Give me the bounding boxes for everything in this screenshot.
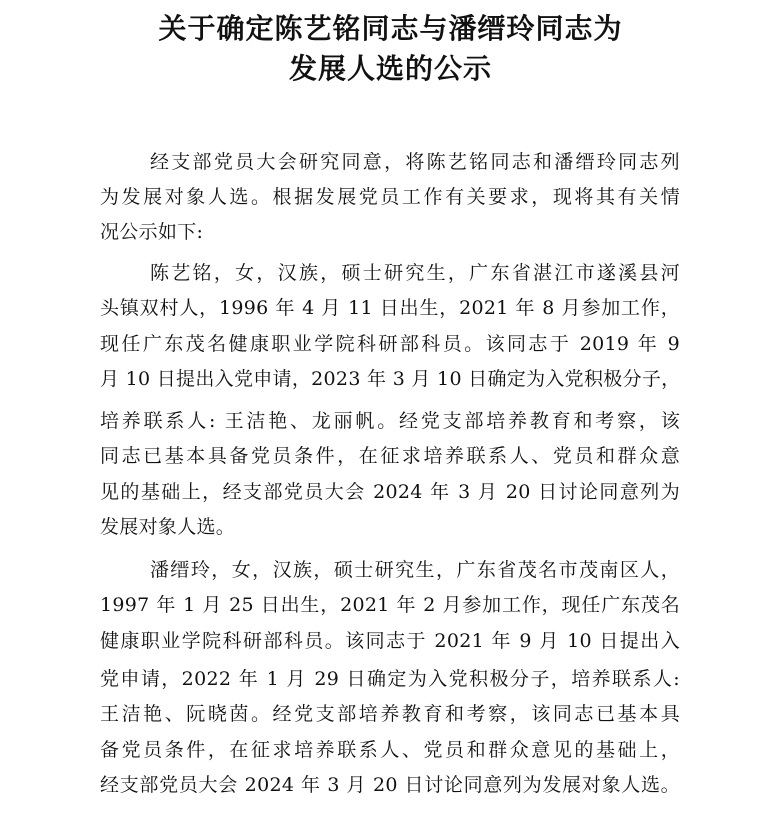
- candidate2-line: 经支部党员大会 2024 年 3 月 20 日讨论同意列为发展对象人选。: [100, 774, 680, 796]
- candidate2-line: 党申请，2022 年 1 月 29 日确定为入党积极分子，培养联系人:: [100, 668, 680, 690]
- document-title-line-2: 发展人选的公示: [288, 52, 492, 85]
- candidate2-line: 王洁艳、阮晓茵。经党支部培养教育和考察，该同志已基本具: [100, 703, 680, 725]
- candidate1-line: 同志已基本具备党员条件，在征求培养联系人、党员和群众意: [100, 445, 680, 467]
- document-title-line-1: 关于确定陈艺铭同志与潘缙玲同志为: [158, 12, 623, 45]
- candidate2-line: 潘缙玲，女，汉族，硕士研究生，广东省茂名市茂南区人，: [150, 559, 680, 581]
- intro-line: 经支部党员大会研究同意，将陈艺铭同志和潘缙玲同志列: [150, 151, 680, 173]
- candidate1-line: 发展对象人选。: [100, 516, 236, 538]
- candidate1-line: 现任广东茂名健康职业学院科研部科员。该同志于 2019 年 9: [100, 333, 680, 355]
- intro-line: 况公示如下:: [100, 221, 204, 243]
- candidate2-line: 健康职业学院科研部科员。该同志于 2021 年 9 月 10 日提出入: [100, 630, 680, 652]
- candidate1-line: 培养联系人: 王洁艳、龙丽帆。经党支部培养教育和考察，该: [100, 410, 680, 432]
- candidate1-line: 见的基础上，经支部党员大会 2024 年 3 月 20 日讨论同意列为: [100, 481, 680, 503]
- candidate1-line: 头镇双村人，1996 年 4 月 11 日出生，2021 年 8 月参加工作，: [100, 297, 680, 319]
- candidate2-line: 备党员条件，在征求培养联系人、党员和群众意见的基础上，: [100, 739, 680, 761]
- candidate2-line: 1997 年 1 月 25 日出生，2021 年 2 月参加工作，现任广东茂名: [100, 594, 680, 616]
- candidate1-line: 月 10 日提出入党申请，2023 年 3 月 10 日确定为入党积极分子，: [100, 368, 681, 390]
- intro-line: 为发展对象人选。根据发展党员工作有关要求，现将其有关情: [100, 186, 680, 208]
- candidate1-line: 陈艺铭，女，汉族，硕士研究生，广东省湛江市遂溪县河: [150, 262, 680, 284]
